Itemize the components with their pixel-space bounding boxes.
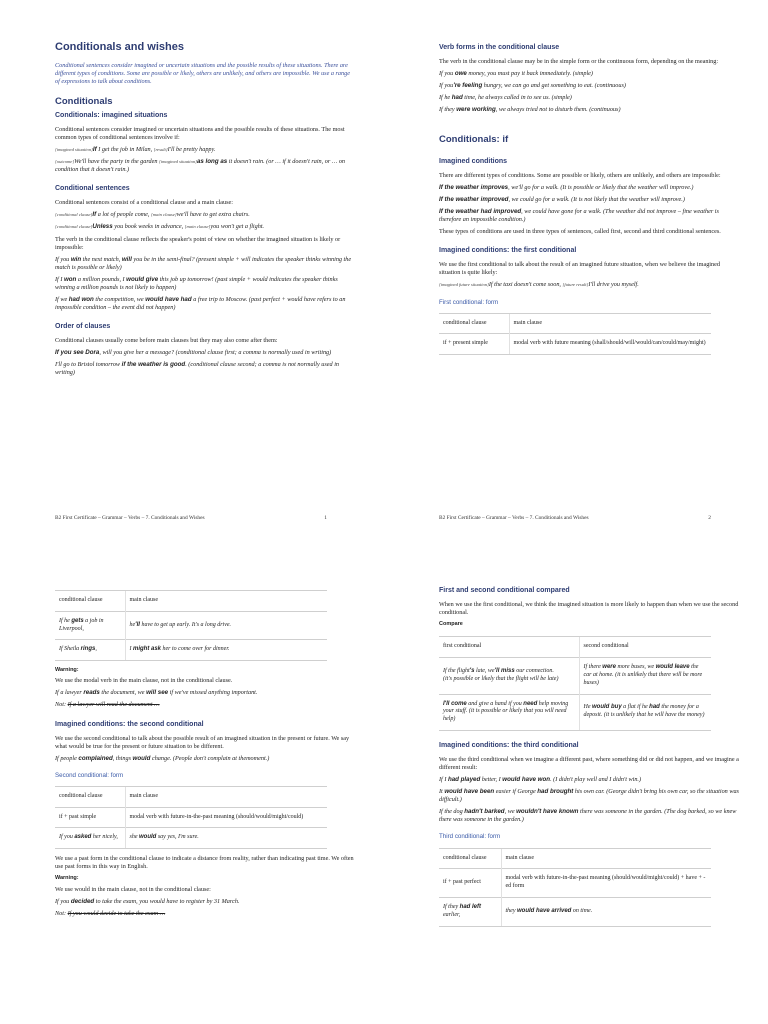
page-number: 1 <box>324 514 327 521</box>
paragraph: There are different types of conditions. Some are possible or likely, others are unlikely, and others are impossible: <box>439 171 721 179</box>
table-row: If you asked her nicely, she would say yes, I'm sure. <box>55 828 327 849</box>
paragraph: We use the modal verb in the main clause, not in the conditional clause. <box>55 677 233 685</box>
subheading-imagined-situations: Conditionals: imagined situations <box>55 111 168 119</box>
page-footer: B2 First Certificate – Grammar – Verbs – 7. Conditionals and Wishes 1 <box>55 514 327 521</box>
example-sentence: [conditional clause]If a lot of people come, [main clause]we'll have to get extra chairs. <box>55 211 250 219</box>
paragraph: We use a past form in the conditional clause to indicate a distance from reality, rather than indicating past time. We often use past forms in this way in English. <box>55 855 354 871</box>
form-table-continued <box>55 590 327 661</box>
example-sentence: I'll go to Bristol tomorrow if the weather is good. (conditional clause second; a comma is not normally used in writing) <box>55 361 340 377</box>
comparison-table <box>439 636 711 731</box>
example-sentence: It would have been easier if George had brought his own car. (George didn't bring his own car, so the situation was difficult.) <box>439 788 739 804</box>
paragraph: When we use the first conditional, we think the imagined situation is more likely to happen than when we use the second conditional. <box>439 601 739 617</box>
paragraph: These types of conditions are used in three types of sentences, called first, second and third conditional sentences. <box>439 228 721 236</box>
incorrect-example: Not: If you would decide to take the exam … <box>55 909 166 917</box>
table-row: conditional clause main clause <box>439 313 711 334</box>
example-sentence: If I won a million pounds, I would give this job up tomorrow! (past simple + would indicates the speaker thinks winning a million pounds is not likely to happen) <box>55 275 338 291</box>
table-row: if + past simple modal verb with future-in-the-past meaning (should/would/might/could) <box>55 807 327 828</box>
subheading-third-conditional-form: Third conditional: form <box>439 833 501 841</box>
form-table <box>55 786 327 849</box>
table-row: conditional clause main clause <box>439 848 711 869</box>
table-row: if + past perfect modal verb with future-in-the-past meaning (should/would/might/could) + have + -ed form <box>439 869 711 898</box>
example-sentence: If the dog hadn't barked, we wouldn't have known there was someone in the garden. (The dog barked, so we knew there was someone in the garden.) <box>439 808 737 824</box>
table-row: conditional clause main clause <box>55 786 327 807</box>
example-sentence: [imagined future situation]If the taxi doesn't come soon, [future result]I'll drive you myself. <box>439 281 639 289</box>
page-2 <box>439 40 739 525</box>
compare-label: Compare <box>439 621 463 628</box>
page-3 <box>55 580 355 1020</box>
subheading-first-conditional-form: First conditional: form <box>439 298 499 306</box>
example-sentence: [imagined situation]If I get the job in Milan, [result]I'll be pretty happy. <box>55 146 216 154</box>
subheading-imagined-conditions: Imagined conditions <box>439 157 508 165</box>
page-1 <box>55 40 355 525</box>
table-row: I'll come and give a hand if you need help moving your stuff. (it is possible or likely that you will need help) He would buy a flat if he had the money for a deposit. (it is unlikely that he will have the money) <box>439 694 711 730</box>
example-sentence: If the weather improved, we could go for a walk. (It is not likely that the weather will improve.) <box>439 195 685 203</box>
table-row: If Sheila rings, I might ask her to come over for dinner. <box>55 640 327 661</box>
subheading-verb-forms: Verb forms in the conditional clause <box>439 44 560 51</box>
subheading-order-of-clauses: Order of clauses <box>55 323 111 331</box>
paragraph: We use the first conditional to talk about the result of an imagined future situation, when we believe the imagined situation is quite likely: <box>439 261 720 277</box>
subheading-third-conditional: Imagined conditions: the third conditional <box>439 741 579 749</box>
table-row: If he gets a job in Liverpool, he'll have to get up early. It's a long drive. <box>55 611 327 640</box>
paragraph: The verb in the conditional clause may be in the simple form or the continuous form, depending on the meaning: <box>439 58 719 66</box>
paragraph: The verb in the conditional clause reflects the speaker's point of view on whether the imagined situation is likely or impossible: <box>55 235 341 251</box>
subheading-first-conditional: Imagined conditions: the first conditional <box>439 247 577 255</box>
subheading-second-conditional: Imagined conditions: the second conditional <box>55 720 204 728</box>
paragraph: We use the third conditional when we imagine a different past, where something did or did not happen, and we imagine a different result: <box>439 756 739 772</box>
paragraph: Conditional sentences consist of a conditional clause and a main clause: <box>55 199 234 207</box>
example-sentence: If he had time, he always called in to see us. (simple) <box>439 94 572 102</box>
example-sentence: If people complained, things would change. (People don't complain at themoment.) <box>55 754 270 762</box>
example-sentence: If we had won the competition, we would have had a free trip to Moscow. (past perfect + would have refers to an impossible condition – the event did not happen) <box>55 295 346 311</box>
example-sentence: If they were working, we always tried not to disturb them. (continuous) <box>439 106 621 114</box>
table-row: If they had left earlier, they would have arrived on time. <box>439 897 711 926</box>
example-sentence: [outcome]We'll have the party in the garden [imagined situation]as long as it doesn't rain. (or … if it doesn't rain, or … on condition that it doesn't rain.) <box>55 158 346 174</box>
paragraph: We use the second conditional to talk about the possible result of an imagined situation in the present or future. We say what would be true for the present or future situation to be different. <box>55 734 350 750</box>
subheading-second-conditional-form: Second conditional: form <box>55 771 124 779</box>
form-table <box>439 313 711 356</box>
subheading-conditional-sentences: Conditional sentences <box>55 185 130 193</box>
paragraph: We use would in the main clause, not in the conditional clause: <box>55 885 211 893</box>
table-row: if + present simple modal verb with future meaning (shall/should/will/would/can/could/may/might) <box>439 334 711 355</box>
page-title: Conditionals and wishes <box>55 41 184 53</box>
example-sentence: If I had played better, I would have won. (I didn't play well and I didn't win.) <box>439 776 642 784</box>
example-sentence: If a lawyer reads the document, we will see if we've missed anything important. <box>55 689 258 697</box>
intro-text: Conditional sentences consider imagined or uncertain situations and the possible results of these situations. There are different types of conditions. Some are possible or likely, others are unlikely, and others are impossible. We use a range of expressions to talk about conditions. <box>55 62 350 86</box>
warning-label: Warning: <box>55 875 79 882</box>
example-sentence: If you owe money, you must pay it back immediately. (simple) <box>439 70 593 78</box>
example-sentence: If you win the next match, will you be in the semi-final? (present simple + will indicates the speaker thinks winning the match is possible or likely) <box>55 255 352 271</box>
incorrect-example: Not: If a lawyer will read the document … <box>55 701 160 709</box>
paragraph: Conditional clauses usually come before main clauses but they may also come after them: <box>55 337 278 345</box>
page-number: 2 <box>708 514 711 521</box>
example-sentence: If the weather improves, we'll go for a walk. (It is possible or likely that the weather will improve.) <box>439 183 694 191</box>
form-table <box>439 848 711 927</box>
example-sentence: If you're feeling hungry, we can go and get something to eat. (continuous) <box>439 82 626 90</box>
table-row: conditional clause main clause <box>55 591 327 612</box>
section-heading-conditionals-if: Conditionals: if <box>439 134 509 146</box>
subheading-first-second-compared: First and second conditional compared <box>439 587 570 594</box>
example-sentence: If you decided to take the exam, you would have to register by 31 March. <box>55 897 240 905</box>
section-heading-conditionals: Conditionals <box>55 96 113 108</box>
paragraph: Conditional sentences consider imagined or uncertain situations and the possible results of these situations. The most common types of conditional sentences involve if: <box>55 125 345 141</box>
example-sentence: If the weather had improved, we could have gone for a walk. (The weather did not improve – fine weather is therefore an impossible condition.) <box>439 208 719 224</box>
example-sentence: If you see Dora, will you give her a message? (conditional clause first; a comma is normally used in writing) <box>55 349 332 357</box>
table-row: first conditional second conditional <box>439 637 711 658</box>
warning-label: Warning: <box>55 667 79 674</box>
table-row: If the flight's late, we'll miss our connection. (it's possible or likely that the flight will be late) If there were more buses, we would leave the car at home. (it is unlikely that there will be more buses) <box>439 658 711 694</box>
page-footer: B2 First Certificate – Grammar – Verbs – 7. Conditionals and Wishes 2 <box>439 514 711 521</box>
example-sentence: [conditional clause]Unless you book weeks in advance, [main clause]you won't get a flight. <box>55 223 265 231</box>
page-4 <box>439 580 739 1020</box>
